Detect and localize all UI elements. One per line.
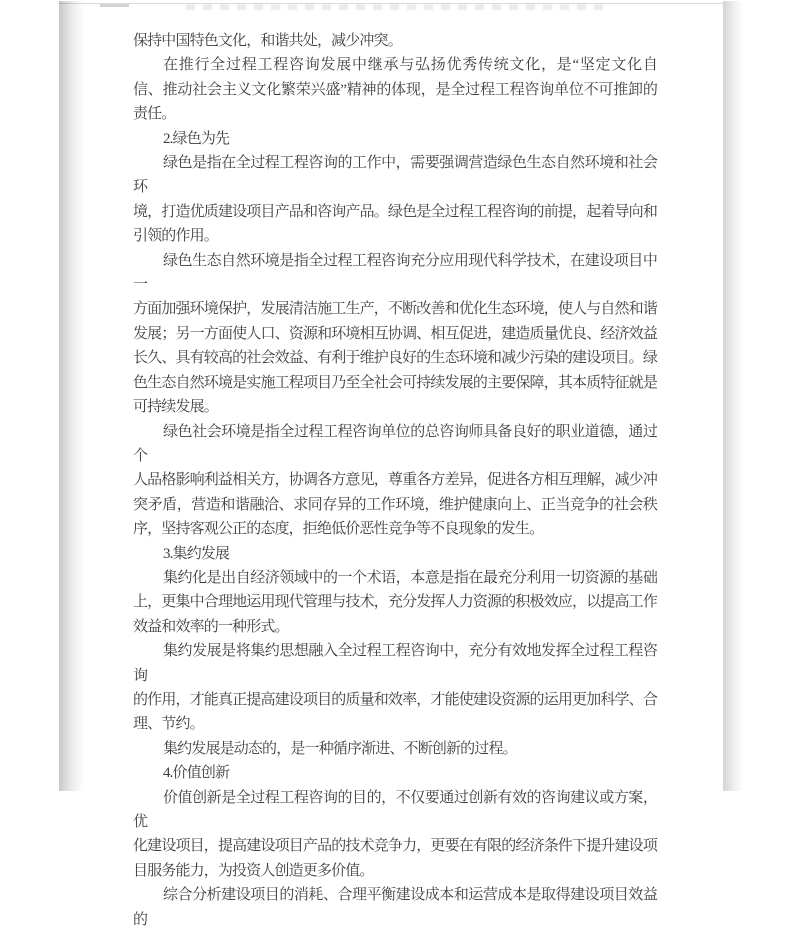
paragraph <box>133 420 657 542</box>
text-line: 境，打造优质建设项目产品和咨询产品。绿色是全过程工程咨询的前提，起着导向和 <box>133 203 657 220</box>
text-line: 4.价值创新 <box>163 765 230 782</box>
page-edge-shadow <box>723 1 743 791</box>
section-heading <box>133 542 657 566</box>
text-line: 色生态自然环境是实施工程项目乃至全社会可持续发展的主要保障，其本质特征就是 <box>133 374 657 391</box>
paragraph <box>133 639 657 737</box>
text-line: 集约发展是动态的，是一种循序渐进、不断创新的过程。 <box>163 740 517 757</box>
text-line: 效益和效率的一种形式。 <box>133 618 289 635</box>
text-line: 集约化是出自经济领域中的一个术语，本意是指在最充分利用一切资源的基础 <box>163 569 657 586</box>
text-line: 在推行全过程工程咨询发展中继承与弘扬优秀传统文化，是“坚定文化自 <box>163 57 657 74</box>
text-line: 引领的作用。 <box>133 228 218 245</box>
paragraph <box>133 151 657 249</box>
text-line: 3.集约发展 <box>163 545 230 562</box>
text-line: 的作用，才能真正提高建设项目的质量和效率，才能使建设资源的运用更加科学、合 <box>133 691 657 708</box>
text-line: 长久、具有较高的社会效益、有利于维护良好的生态环境和减少污染的建设项目。绿 <box>133 350 657 367</box>
text-line: 集约发展是将集约思想融入全过程工程咨询中，充分有效地发挥全过程工程咨询 <box>133 643 657 684</box>
text-line: 上，更集中合理地运用现代管理与技术，充分发挥人力资源的积极效应，以提高工作 <box>133 594 657 611</box>
body-text <box>133 29 657 932</box>
text-line: 价值创新是全过程工程咨询的目的，不仅要通过创新有效的咨询建议或方案，优 <box>133 789 657 830</box>
text-line: 2.绿色为先 <box>163 130 230 147</box>
section-heading <box>133 127 657 151</box>
text-line: 方面加强环境保护，发展清洁施工生产，不断改善和优化生态环境，使人与自然和谐 <box>133 301 657 318</box>
book-page <box>59 3 723 928</box>
text-line: 绿色生态自然环境是指全过程工程咨询充分应用现代科学技术，在建设项目中一 <box>133 252 657 294</box>
text-line: 突矛盾，营造和谐融洽、求同存异的工作环境，维护健康向上、正当竞争的社会秩 <box>133 496 657 513</box>
text-line: 发展；另一方面使人口、资源和环境相互协调、相互促进，建造质量优良、经济效益 <box>133 325 657 342</box>
text-line: 保持中国特色文化，和谐共处，减少冲突。 <box>133 33 402 49</box>
paragraph <box>133 883 657 932</box>
text-line: 绿色是指在全过程工程咨询的工作中，需要强调营造绿色生态自然环境和社会环 <box>133 155 657 196</box>
text-line: 理、节约。 <box>133 716 204 733</box>
paragraph <box>133 53 657 126</box>
text-line: 化建设项目，提高建设项目产品的技术竞争力，更要在有限的经济条件下提升建设项 <box>133 838 657 855</box>
running-head-remnant <box>186 4 610 10</box>
paragraph <box>133 786 657 884</box>
paragraph <box>133 737 657 761</box>
text-line: 人品格影响利益相关方，协调各方意见，尊重各方差异，促进各方相互理解，减少冲 <box>133 472 657 489</box>
text-line: 序，坚持客观公正的态度，拒绝低价恶性竞争等不良现象的发生。 <box>133 521 544 538</box>
text-line: 目服务能力，为投资人创造更多价值。 <box>133 862 374 879</box>
running-head-rule-remnant <box>100 4 129 7</box>
paragraph <box>133 249 657 420</box>
section-heading <box>133 761 657 785</box>
text-line: 绿色社会环境是指全过程工程咨询单位的总咨询师具备良好的职业道德，通过个 <box>133 423 657 464</box>
paragraph <box>133 566 657 639</box>
text-line: 综合分析建设项目的消耗、合理平衡建设成本和运营成本是取得建设项目效益的 <box>133 887 657 928</box>
text-line: 可持续发展。 <box>133 399 218 416</box>
text-line: 责任。 <box>133 106 176 123</box>
page-gutter-shadow <box>59 1 85 791</box>
text-line: 信、推动社会主义文化繁荣兴盛”精神的体现，是全过程工程咨询单位不可推卸的 <box>133 81 657 98</box>
paragraph <box>133 29 657 53</box>
